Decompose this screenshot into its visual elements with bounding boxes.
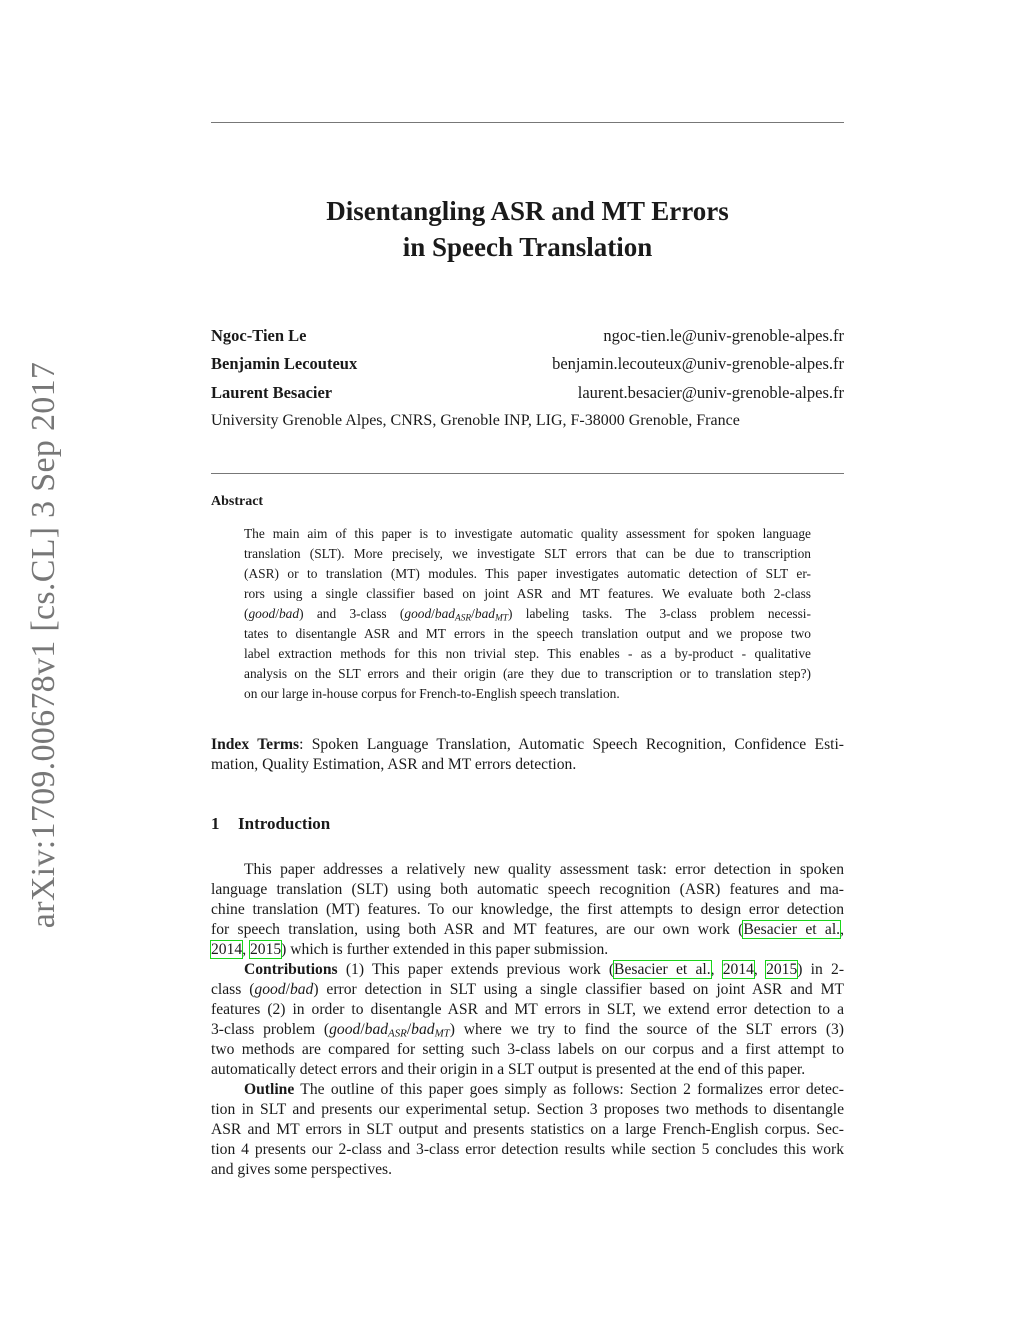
author-row — [211, 354, 844, 376]
section-number: 1 — [211, 814, 220, 833]
author-name: Benjamin Lecouteux — [211, 354, 358, 373]
abstract-line: label extraction methods for this non trivial step. This enables - as a by-product - qualitative — [244, 646, 811, 661]
body-line: automatically detect errors and their origin in a SLT output is presented at the end of this paper. — [211, 1061, 806, 1078]
citation-link[interactable]: 2015 — [249, 941, 282, 958]
abstract-heading: Abstract — [211, 494, 264, 509]
body-line: for speech translation, using both ASR and MT features, are our own work (Besacier et al., — [211, 921, 844, 938]
abstract-line: The main aim of this paper is to investigate automatic quality assessment for spoken language — [244, 526, 811, 541]
body-line: features (2) in order to disentangle ASR and MT errors in SLT, we extend error detection to a — [211, 1001, 844, 1018]
section-title: Introduction — [238, 814, 331, 833]
author-name: Ngoc-Tien Le — [211, 326, 307, 345]
paper-title — [211, 193, 844, 265]
title-top-rule — [211, 122, 844, 123]
body-line: Outline The outline of this paper goes simply as follows: Section 2 formalizes error detec- — [244, 1081, 844, 1098]
affiliation: University Grenoble Alpes, CNRS, Grenoble INP, LIG, F-38000 Grenoble, France — [211, 412, 740, 429]
title-line-2: in Speech Translation — [402, 232, 653, 262]
body-line: and gives some perspectives. — [211, 1161, 393, 1178]
body-line: 3-class problem (good/bad$_{ASR}$/bad$_{MT}$) where we try to find the source of the SLT errors (3) — [211, 1021, 845, 1040]
abstract-line: (good/bad) and 3-class (good/bad$_{ASR}$/bad$_{MT}$) labeling tasks. The 3-class problem necessi- — [244, 606, 811, 624]
citation-link[interactable]: 2014 — [722, 961, 754, 978]
author-row — [211, 383, 844, 405]
index-terms-line: Index Terms: Spoken Language Translation, Automatic Speech Recognition, Confidence Esti- — [211, 736, 844, 753]
header-bottom-rule — [211, 473, 844, 474]
body-line: tion 4 presents our 2-class and 3-class error detection results while section 5 concludes this work — [211, 1141, 844, 1158]
body-line: ASR and MT errors in SLT output and presents statistics on a large French-English corpus. Sec- — [211, 1121, 844, 1138]
contributions-label: Contributions — [244, 961, 338, 978]
body-line: 2014, 2015) which is further extended in this paper submission. — [211, 941, 609, 958]
citation-link[interactable]: Besacier et al. — [743, 921, 841, 938]
abstract-line: on our large in-house corpus for French-to-English speech translation. — [244, 686, 620, 701]
title-line-1: Disentangling ASR and MT Errors — [326, 196, 729, 226]
body-line: class (good/bad) error detection in SLT using a single classifier based on joint ASR and MT — [211, 981, 844, 998]
body-line: language translation (SLT) using both automatic speech recognition (ASR) features and ma- — [211, 881, 844, 898]
arxiv-identifier: arXiv:1709.00678v1 [cs.CL] 3 Sep 2017 — [25, 361, 62, 929]
author-email[interactable]: benjamin.lecouteux@univ-grenoble-alpes.fr — [552, 354, 844, 373]
index-terms-line: mation, Quality Estimation, ASR and MT errors detection. — [211, 756, 577, 773]
citation-link[interactable]: 2015 — [766, 961, 798, 978]
index-terms-label: Index Terms — [211, 736, 300, 753]
outline-label: Outline — [244, 1081, 295, 1098]
abstract-line: tates to disentangle ASR and MT errors in the speech translation output and we propose two — [244, 626, 811, 641]
author-email[interactable]: ngoc-tien.le@univ-grenoble-alpes.fr — [603, 326, 844, 345]
abstract-line: (ASR) or to translation (MT) modules. This paper investigates automatic detection of SLT er- — [244, 566, 811, 581]
body-line: two methods are compared for setting such 3-class labels on our corpus and a first attempt to — [211, 1041, 844, 1058]
abstract-line: translation (SLT). More precisely, we investigate SLT errors that can be due to transcription — [244, 546, 811, 561]
body-line: tion in SLT and presents our experimental setup. Section 3 proposes two methods to disentangle — [211, 1101, 844, 1118]
author-name: Laurent Besacier — [211, 383, 333, 402]
section-heading — [211, 814, 330, 834]
body-line: chine translation (MT) features. To our knowledge, the first attempts to design error detection — [211, 901, 844, 918]
citation-link[interactable]: 2014 — [211, 941, 243, 958]
body-line: Contributions (1) This paper extends previous work (Besacier et al., 2014, 2015) in 2- — [244, 961, 845, 978]
author-email[interactable]: laurent.besacier@univ-grenoble-alpes.fr — [577, 383, 844, 402]
citation-link[interactable]: Besacier et al. — [614, 961, 711, 978]
abstract-line: rors using a single classifier based on joint ASR and MT features. We evaluate both 2-class — [244, 586, 811, 601]
body-line: This paper addresses a relatively new quality assessment task: error detection in spoken — [244, 861, 844, 878]
author-row — [211, 326, 844, 348]
abstract-line: analysis on the SLT errors and their origin (are they due to transcription or to translation step?) — [244, 666, 811, 681]
